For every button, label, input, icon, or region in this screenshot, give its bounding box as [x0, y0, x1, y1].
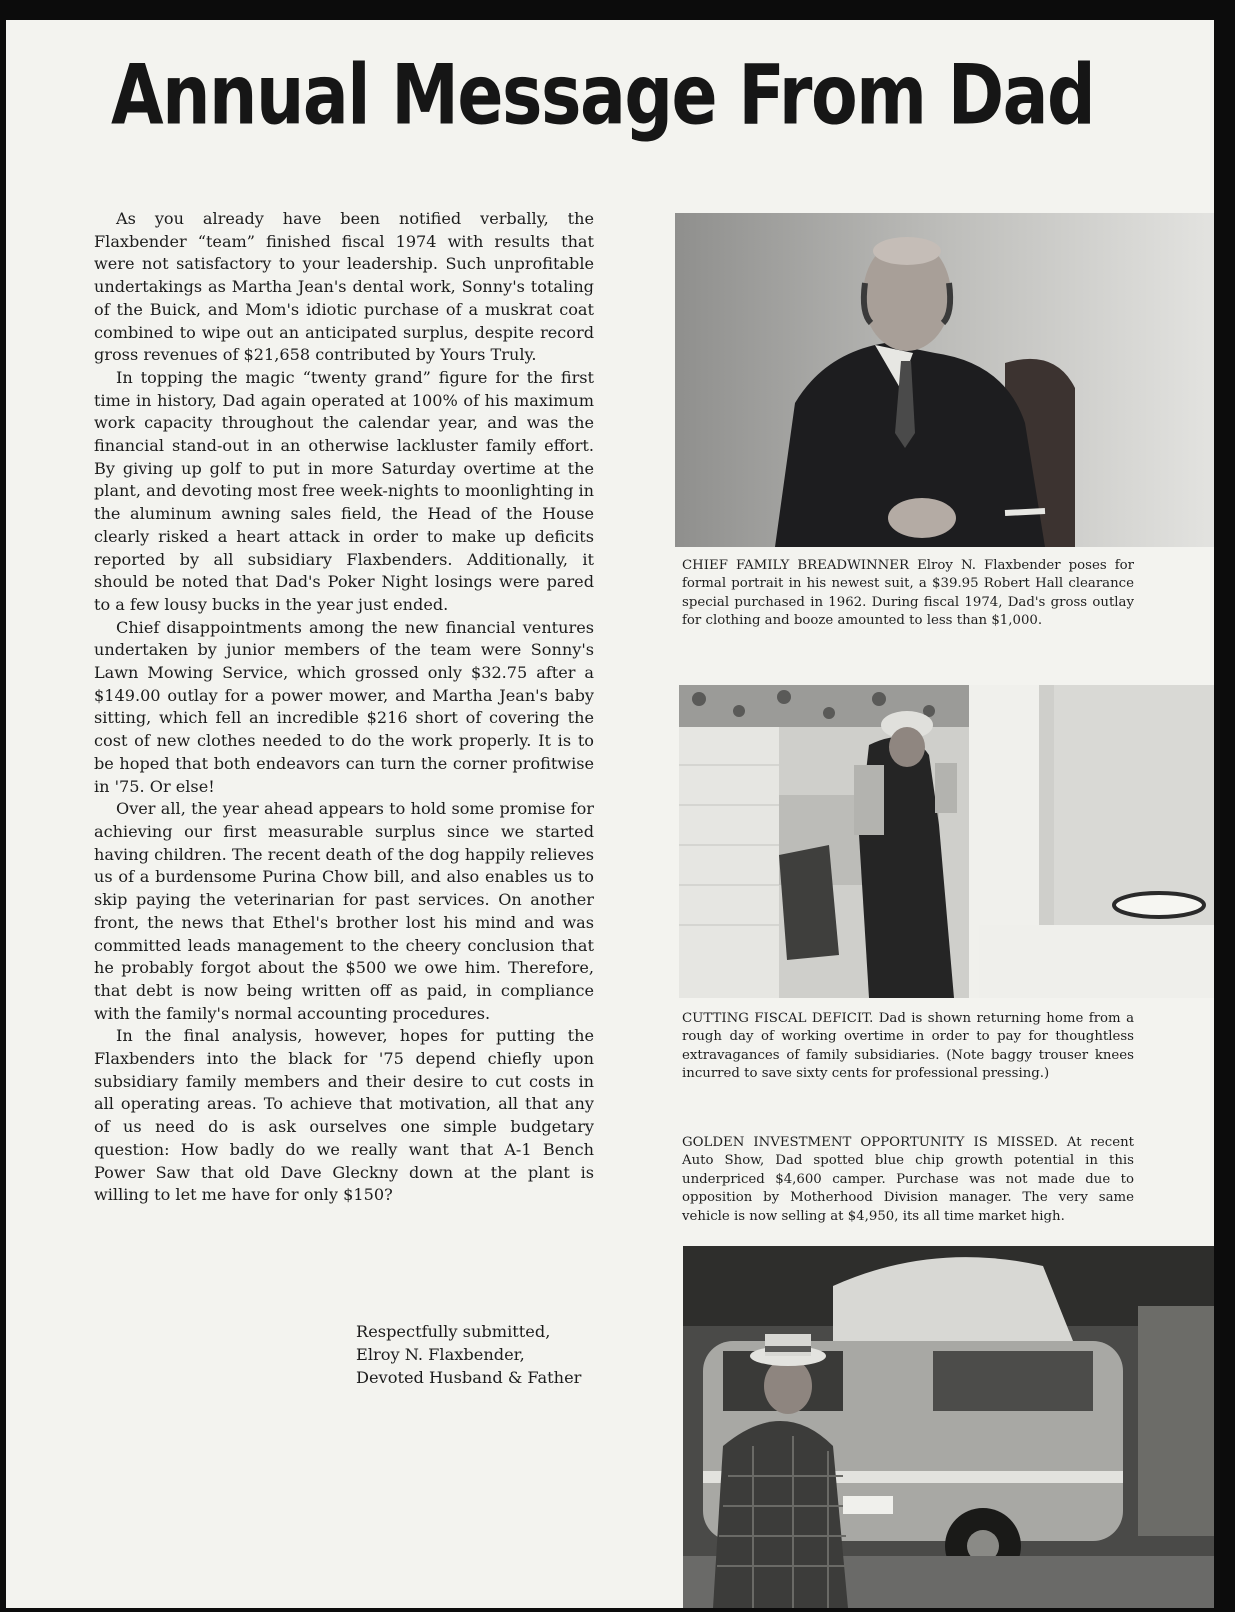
- magazine-page: [6, 20, 1214, 1608]
- caption-text: At recent Auto Show, Dad spotted blue chip growth potential in this underpriced $4,600 camper. Purchase was not made due to opposition by Motherhood Division manager. The very same vehicle is now selling at $4,950, its all time market high.: [682, 1135, 1134, 1224]
- caption-text: Dad is shown returning home from a rough day of working overtime in order to pay for thoughtless extravagances of family subsidiaries. (Note baggy trouser knees incurred to save sixty cents for professional pressing.): [682, 1011, 1135, 1082]
- signoff: [356, 1320, 581, 1389]
- caption-head: CHIEF FAMILY BREADWINNER: [682, 558, 910, 573]
- caption-text: Elroy N. Flaxbender poses for formal portrait in his newest suit, a $39.95 Robert Hall clearance special purchased in 1962. During fiscal 1974, Dad's gross outlay for clothing and booze amounted to less than $1,000.: [682, 558, 1134, 629]
- caption-head: GOLDEN INVESTMENT OPPORTUNITY IS MISSED.: [682, 1135, 1058, 1150]
- article-paragraph: Chief disappointments among the new financial ventures undertaken by junior members of the team were Sonny's Lawn Mowing Service, which grossed only $32.75 after a $149.00 outlay for a power mower, and Martha Jean's baby sitting, which fell an incredible $216 short of covering the cost of new clothes needed to do the work properly. It is to be hoped that both endeavors can turn the corner profitwise in '75. Or else!: [94, 617, 594, 796]
- article-paragraph: Over all, the year ahead appears to hold some promise for achieving our first measurable surplus since we started having children. The recent death of the dog happily relieves us of a burdensome Purina Chow bill, and also enables us to skip paying the veterinarian for past services. On another front, the news that Ethel's brother lost his mind and was committed leads management to the cheery conclusion that he probably forgot about the $500 we owe him. Therefore, that debt is now being written off as paid, in compliance with the family's normal accounting procedures.: [94, 799, 594, 1023]
- portrait-photo: [675, 213, 1214, 547]
- caption-portrait: [682, 557, 1134, 631]
- kitchen-photo: [679, 685, 1214, 998]
- caption-kitchen: [682, 1010, 1134, 1084]
- caption-camper: [682, 1134, 1134, 1226]
- page-edge: [1214, 20, 1235, 1612]
- signoff-line: Elroy N. Flaxbender,: [356, 1345, 525, 1364]
- article-paragraph: As you already have been notified verbally, the Flaxbender “team” finished fiscal 1974 with results that were not satisfactory to your leadership. Such unprofitable undertakings as Martha Jean's dental work, Sonny's totaling of the Buick, and Mom's idiotic purchase of a muskrat coat combined to wipe out an anticipated surplus, despite record gross revenues of $21,658 contributed by Yours Truly.: [94, 209, 594, 365]
- page-title: Annual Message From Dad: [111, 48, 1095, 145]
- signoff-line: Respectfully submitted,: [356, 1322, 551, 1341]
- caption-head: CUTTING FISCAL DEFICIT.: [682, 1011, 874, 1026]
- article-body: [94, 208, 594, 1207]
- signoff-line: Devoted Husband & Father: [356, 1368, 582, 1387]
- article-paragraph: In the final analysis, however, hopes for putting the Flaxbenders into the black for '75 depend chiefly upon subsidiary family members and their desire to cut costs in all operating areas. To achieve that motivation, all that any of us need do is ask ourselves one simple budgetary question: How badly do we really want that A-1 Bench Power Saw that old Dave Gleckny down at the plant is willing to let me have for only $150?: [94, 1026, 594, 1205]
- article-paragraph: In topping the magic “twenty grand” figure for the first time in history, Dad again operated at 100% of his maximum work capacity throughout the calendar year, and was the financial stand-out in an otherwise lackluster family effort. By giving up golf to put in more Saturday overtime at the plant, and devoting most free week-nights to moonlighting in the aluminum awning sales field, the Head of the House clearly risked a heart attack in order to make up deficits reported by all subsidiary Flaxbenders. Additionally, it should be noted that Dad's Poker Night losings were pared to a few lousy bucks in the year just ended.: [94, 367, 594, 614]
- camper-photo: [683, 1246, 1214, 1608]
